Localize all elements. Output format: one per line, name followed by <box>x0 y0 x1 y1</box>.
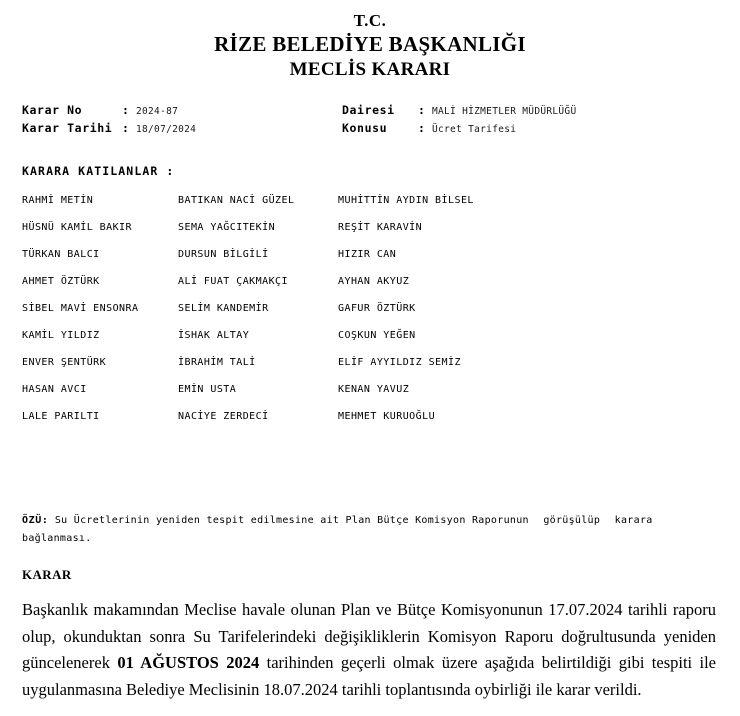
participants-list <box>22 196 718 422</box>
decision-text-after: tarihinden geçerli olmak üzere aşağıda belirtildiği gibi tespiti ile uygulanmasına Belediye Meclisinin 18.07.2024 tarihli toplantısında oybirliği ile karar verildi. <box>22 653 716 700</box>
meta-right-column <box>322 102 718 138</box>
participant-name: HÜSNÜ KAMİL BAKIR <box>22 221 132 233</box>
konusu-colon: : <box>418 121 425 135</box>
meta-row-konusu <box>342 120 718 138</box>
decision-text-before: Başkanlık makamından Meclise havale olunan Plan ve Bütçe Komisyonunun 17.07.2024 tarihli raporu olup, okunduktan sonra Su Tarifelerindeki değişikliklerin Komisyon Raporu doğrultusunda yeniden güncelenerek <box>22 600 716 673</box>
dairesi-label: Dairesi <box>342 103 395 118</box>
header-tc: T.C. <box>353 11 387 30</box>
participant-name: HIZIR CAN <box>338 248 397 260</box>
participants-title: KARARA KATILANLAR : <box>22 163 175 178</box>
participant-name: BATIKAN NACİ GÜZEL <box>178 194 295 206</box>
karar-tarihi-value: 18/07/2024 <box>136 124 197 135</box>
participant-row <box>22 277 718 287</box>
participant-row <box>22 385 718 395</box>
participant-row <box>22 196 718 206</box>
participant-row <box>22 358 718 368</box>
participant-name: SEMA YAĞCITEKİN <box>178 221 276 233</box>
karar-no-colon: : <box>122 103 129 118</box>
participant-name: MUHİTTİN AYDIN BİLSEL <box>338 194 474 206</box>
participant-name: REŞİT KARAVİN <box>338 221 423 233</box>
participant-row <box>22 304 718 314</box>
participant-name: NACİYE ZERDECİ <box>178 410 269 422</box>
header-document-type: MECLİS KARARI <box>289 58 451 80</box>
participant-name: ENVER ŞENTÜRK <box>22 356 107 368</box>
participant-name: GAFUR ÖZTÜRK <box>338 302 416 314</box>
participant-name: HASAN AVCI <box>22 383 87 395</box>
participant-name: SELİM KANDEMİR <box>178 302 269 314</box>
participant-row <box>22 412 718 422</box>
karar-tarihi-colon: : <box>122 121 129 135</box>
konusu-value: Ücret Tarifesi <box>432 124 517 135</box>
ozu-text-part4: bağlanması. <box>22 532 92 544</box>
meta-row-dairesi <box>342 102 718 120</box>
participant-name: COŞKUN YEĞEN <box>338 329 416 341</box>
decision-heading: KARAR <box>22 567 72 582</box>
ozu-label: ÖZÜ: <box>22 515 49 526</box>
participant-name: EMİN USTA <box>178 383 237 395</box>
participant-row <box>22 250 718 260</box>
header-institution: RİZE BELEDİYE BAŞKANLIĞI <box>214 32 526 57</box>
dairesi-colon: : <box>418 103 425 118</box>
ozu-text-part3: karara <box>614 515 653 526</box>
decision-body <box>22 597 716 704</box>
dairesi-value: MALİ HİZMETLER MÜDÜRLÜĞÜ <box>432 106 577 118</box>
document-header <box>22 10 718 82</box>
ozu-summary <box>22 512 718 547</box>
decision-effective-date: 01 AĞUSTOS 2024 <box>117 653 260 673</box>
decision-meta-block <box>22 102 718 138</box>
karar-no-value: 2024-87 <box>136 106 179 118</box>
participant-name: DURSUN BİLGİLİ <box>178 248 269 260</box>
participant-name: AYHAN AKYUZ <box>338 275 410 287</box>
participant-name: KENAN YAVUZ <box>338 383 410 395</box>
participant-name: MEHMET KURUOĞLU <box>338 410 436 422</box>
participant-name: SİBEL MAVİ ENSONRA <box>22 302 139 314</box>
participant-row <box>22 331 718 341</box>
konusu-label: Konusu <box>342 121 388 135</box>
meta-row-karar-tarihi <box>22 120 322 138</box>
participant-name: ELİF AYYILDIZ SEMİZ <box>338 356 461 368</box>
meta-left-column <box>22 102 322 138</box>
participant-name: KAMİL YILDIZ <box>22 329 100 341</box>
participant-name: İSHAK ALTAY <box>178 329 250 341</box>
ozu-text-part1: Su Ücretlerinin yeniden tespit edilmesine ait Plan Bütçe Komisyon Raporunun <box>54 515 529 526</box>
meta-row-karar-no <box>22 102 322 120</box>
participant-name: RAHMİ METİN <box>22 194 94 206</box>
participant-name: İBRAHİM TALİ <box>178 356 256 368</box>
participant-name: LALE PARILTI <box>22 410 100 422</box>
participant-name: ALİ FUAT ÇAKMAKÇI <box>178 275 288 287</box>
karar-tarihi-label: Karar Tarihi <box>22 121 113 135</box>
participant-row <box>22 223 718 233</box>
ozu-text-part2: görüşülüp <box>543 515 601 526</box>
participant-name: TÜRKAN BALCI <box>22 248 100 260</box>
participant-name: AHMET ÖZTÜRK <box>22 275 100 287</box>
karar-no-label: Karar No <box>22 103 83 118</box>
